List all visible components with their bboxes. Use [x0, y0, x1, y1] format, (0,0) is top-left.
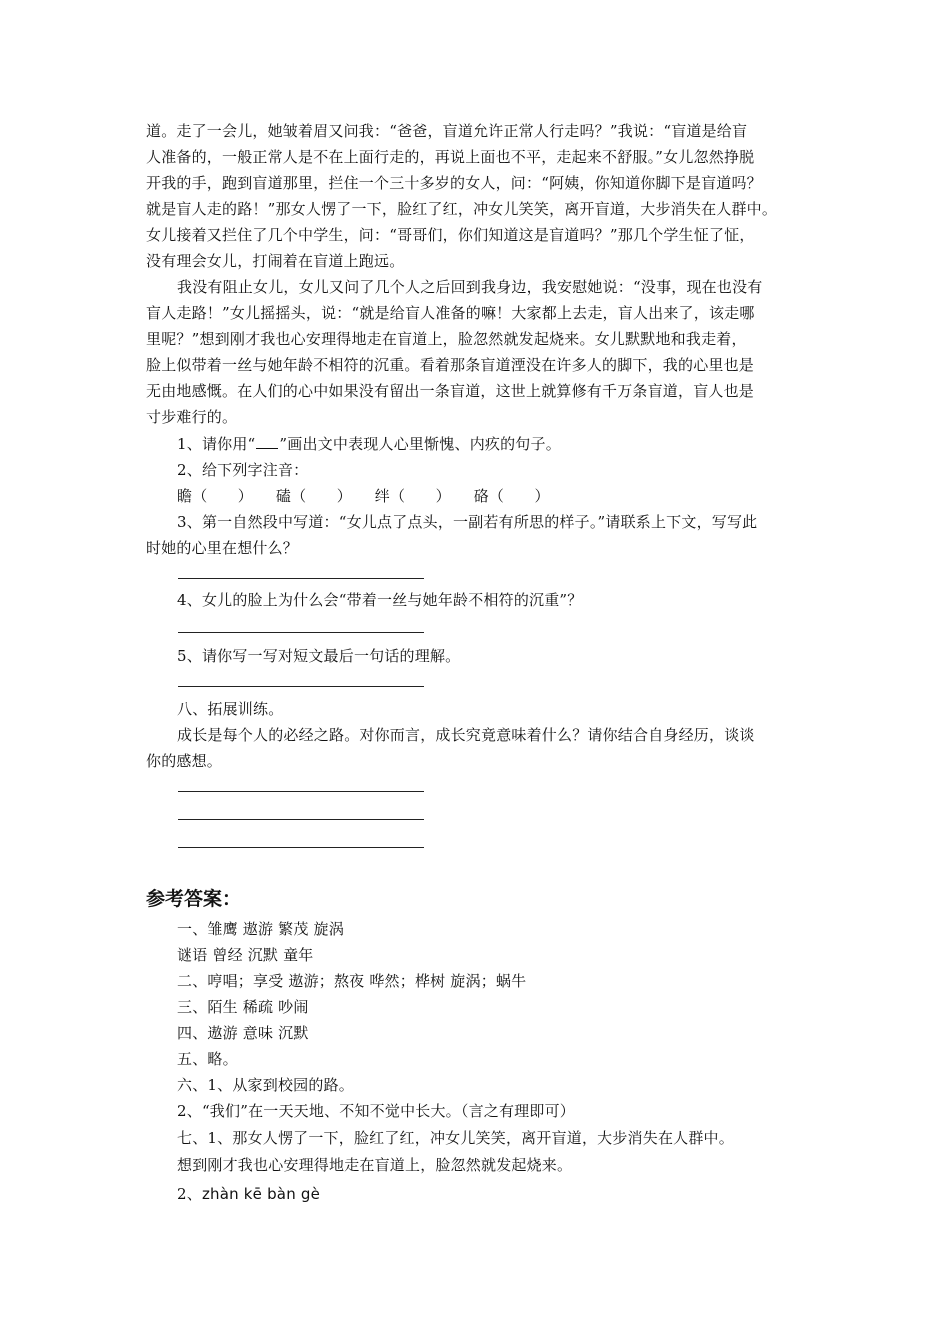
passage-line: 无由地感慨。在人们的心中如果没有留出一条盲道，这世上就算修有千万条盲道，盲人也是 [146, 382, 755, 400]
answer-line-text: 二、哼唱；享受 遨游；熬夜 哗然；桦树 旋涡；蜗牛 [177, 972, 527, 990]
answer-pinyin-prefix: 2、 [177, 1185, 202, 1203]
answer-line[interactable] [178, 847, 424, 848]
question-1-suffix: ”画出文中表现人心里惭愧、内疚的句子。 [279, 435, 561, 453]
answer-line-text: 四、遨游 意味 沉默 [177, 1024, 309, 1042]
extension-prompt-line: 成长是每个人的必经之路。对你而言，成长究竟意味着什么？请你结合自身经历，谈谈 [177, 726, 755, 744]
question-2-chars: 瞻（ ） 磕（ ） 绊（ ） 硌（ ） [177, 487, 550, 505]
passage-line: 就是盲人走的路！”那女人愣了一下，脸红了红，冲女儿笑笑，离开盲道，大步消失在人群中。 [146, 200, 778, 218]
answer-line-text: 七、1、那女人愣了一下，脸红了红，冲女儿笑笑，离开盲道，大步消失在人群中。 [177, 1129, 734, 1147]
question-3-line: 时她的心里在想什么？ [146, 539, 299, 557]
answer-line-text: 六、1、从家到校园的路。 [177, 1076, 354, 1094]
question-1 [177, 434, 561, 454]
question-3-line: 3、第一自然段中写道：“女儿点了点头，一副若有所思的样子。”请联系上下文，写写此 [177, 513, 758, 531]
passage-line: 盲人走路！”女儿摇摇头，说：“就是给盲人准备的嘛！大家都上去走，盲人出来了，该走哪 [146, 304, 755, 322]
passage-line: 道。走了一会儿，她皱着眉又问我：“爸爸，盲道允许正常人行走吗？”我说：“盲道是给盲 [146, 122, 748, 140]
question-4: 4、女儿的脸上为什么会“带着一丝与她年龄不相符的沉重”？ [177, 591, 583, 609]
extension-prompt-line: 你的感想。 [146, 752, 223, 770]
passage-line: 人准备的，一般正常人是不在上面行走的，再说上面也不平，走起来不舒服。”女儿忽然挣脱 [146, 148, 755, 166]
question-5: 5、请你写一写对短文最后一句话的理解。 [177, 647, 461, 665]
answer-line-text: 想到刚才我也心安理得地走在盲道上，脸忽然就发起烧来。 [177, 1156, 573, 1174]
passage-line: 没有理会女儿，打闹着在盲道上跑远。 [146, 252, 405, 270]
passage-line: 开我的手，跑到盲道那里，拦住一个三十多岁的女人，问：“阿姨，你知道你脚下是盲道吗？ [146, 174, 762, 192]
answer-line[interactable] [178, 632, 424, 633]
answer-line[interactable] [178, 791, 424, 792]
answer-line[interactable] [178, 686, 424, 687]
answer-line[interactable] [178, 819, 424, 820]
answer-line-text: 一、雏鹰 遨游 繁茂 旋涡 [177, 920, 344, 938]
underline-sample [256, 436, 278, 449]
extension-title: 八、拓展训练。 [177, 700, 284, 718]
passage-line: 里呢？”想到刚才我也心安理得地走在盲道上，脸忽然就发起烧来。女儿默默地和我走着， [146, 330, 747, 348]
question-2: 2、给下列字注音： [177, 461, 309, 479]
answers-heading: 参考答案： [146, 888, 242, 910]
answer-line-text: 五、略。 [177, 1050, 238, 1068]
answer-line-text: 三、陌生 稀疏 吵闹 [177, 998, 309, 1016]
answer-line-text: 2、“我们”在一天天地、不知不觉中长大。（言之有理即可） [177, 1102, 575, 1120]
answer-pinyin [177, 1184, 320, 1204]
answer-pinyin-text: zhàn kē bàn gè [201, 1185, 321, 1203]
answer-line-text: 谜语 曾经 沉默 童年 [177, 946, 314, 964]
question-1-prefix: 1、请你用“ [177, 435, 256, 453]
passage-line: 脸上似带着一丝与她年龄不相符的沉重。看着那条盲道湮没在许多人的脚下，我的心里也是 [146, 356, 755, 374]
passage-line: 寸步难行的。 [146, 408, 238, 426]
answer-line[interactable] [178, 578, 424, 579]
passage-line: 女儿接着又拦住了几个中学生，问：“哥哥们，你们知道这是盲道吗？”那几个学生怔了怔， [146, 226, 755, 244]
passage-line: 我没有阻止女儿，女儿又问了几个人之后回到我身边，我安慰她说：“没事，现在也没有 [177, 278, 763, 296]
